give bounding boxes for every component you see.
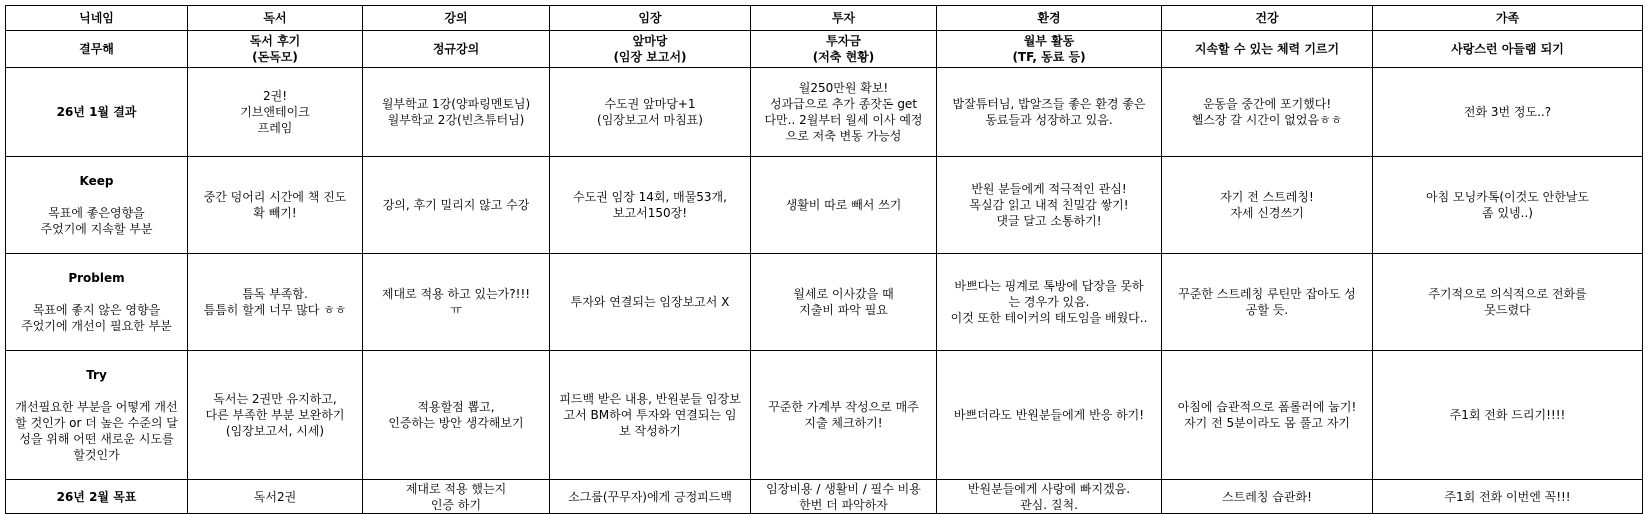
col-header-site-visit[interactable]: 임장 — [550, 6, 751, 31]
goal-health[interactable]: 지속할 수 있는 체력 기르기 — [1162, 31, 1373, 68]
problem-reading[interactable]: 틈독 부족함. 틈틈히 할게 너무 많다 ㅎㅎ — [188, 254, 363, 351]
keep-lecture[interactable]: 강의, 후기 밀리지 않고 수강 — [363, 157, 550, 254]
problem-site-visit[interactable]: 투자와 연결되는 임장보고서 X — [550, 254, 751, 351]
result-environment[interactable]: 밥잘튜터님, 밥알즈들 좋은 환경 좋은 동료들과 성장하고 있음. — [937, 68, 1162, 157]
next-goal-row — [6, 480, 1643, 514]
problem-row — [6, 254, 1643, 351]
goals-row — [6, 31, 1643, 68]
result-reading[interactable]: 2권! 기브앤테이크 프레임 — [188, 68, 363, 157]
try-site-visit[interactable]: 피드백 받은 내용, 반원분들 임장보 고서 BM하여 투자와 연결되는 임 보 작성하기 — [550, 351, 751, 480]
try-health[interactable]: 아침에 습관적으로 폼롤러에 눕기! 자기 전 5분이라도 몸 풀고 자기 — [1162, 351, 1373, 480]
goal-site-visit[interactable]: 앞마당 (임장 보고서) — [550, 31, 751, 68]
problem-desc: 목표에 좋지 않은 영향을 주었기에 개선이 필요한 부분 — [21, 303, 172, 333]
goal-investment[interactable]: 투자금 (저축 현황) — [751, 31, 937, 68]
keep-site-visit[interactable]: 수도권 임장 14회, 매물53개, 보고서150장! — [550, 157, 751, 254]
try-row — [6, 351, 1643, 480]
result-lecture[interactable]: 월부학교 1강(양파링멘토님) 월부학교 2강(빈츠튜터님) — [363, 68, 550, 157]
result-investment[interactable]: 월250만원 확보! 성과급으로 추가 종잣돈 get 다만.. 2월부터 월세 이사 예정 으로 저축 변동 가능성 — [751, 68, 937, 157]
retrospective-table — [5, 5, 1643, 514]
keep-label-cell[interactable] — [6, 157, 188, 254]
try-desc: 개선필요한 부분을 어떻게 개선 할 것인가 or 더 높은 수준의 달 성을 위해 어떤 새로운 시도를 할것인가 — [15, 400, 178, 462]
problem-investment[interactable]: 월세로 이사갔을 때 지출비 파악 필요 — [751, 254, 937, 351]
try-family[interactable]: 주1회 전화 드리기!!!! — [1373, 351, 1643, 480]
result-health[interactable]: 운동을 중간에 포기했다! 헬스장 갈 시간이 없었음ㅎㅎ — [1162, 68, 1373, 157]
keep-family[interactable]: 아침 모닝카톡(이것도 안한날도 좀 있넹..) — [1373, 157, 1643, 254]
header-row — [6, 6, 1643, 31]
col-header-reading[interactable]: 독서 — [188, 6, 363, 31]
next-investment[interactable]: 임장비용 / 생활비 / 필수 비용 한번 더 파악하자 — [751, 480, 937, 514]
goal-family[interactable]: 사랑스런 아들램 되기 — [1373, 31, 1643, 68]
col-header-health[interactable]: 건강 — [1162, 6, 1373, 31]
try-title: Try — [86, 368, 107, 382]
keep-health[interactable]: 자기 전 스트레칭! 자세 신경쓰기 — [1162, 157, 1373, 254]
next-environment[interactable]: 반원분들에게 사랑에 빠지겠음. 관심. 질척. — [937, 480, 1162, 514]
try-environment[interactable]: 바쁘더라도 반원분들에게 반응 하기! — [937, 351, 1162, 480]
problem-family[interactable]: 주기적으로 의식적으로 전화를 못드렸다 — [1373, 254, 1643, 351]
next-goal-label[interactable]: 26년 2월 목표 — [6, 480, 188, 514]
keep-desc: 목표에 좋은영향을 주었기에 지속할 부분 — [40, 206, 153, 236]
keep-environment[interactable]: 반원 분들에게 적극적인 관심! 목실감 읽고 내적 친밀감 쌓기! 댓글 달고 소통하기! — [937, 157, 1162, 254]
col-header-family[interactable]: 가족 — [1373, 6, 1643, 31]
problem-environment[interactable]: 바쁘다는 핑계로 톡방에 답장을 못하 는 경우가 있음. 이것 또한 테이커의 태도임을 배웠다.. — [937, 254, 1162, 351]
keep-row — [6, 157, 1643, 254]
next-reading[interactable]: 독서2권 — [188, 480, 363, 514]
col-header-investment[interactable]: 투자 — [751, 6, 937, 31]
try-label-cell[interactable] — [6, 351, 188, 480]
next-site-visit[interactable]: 소그룹(꾸무자)에게 긍정피드백 — [550, 480, 751, 514]
problem-title: Problem — [68, 271, 125, 285]
next-lecture[interactable]: 제대로 적용 했는지 인증 하기 — [363, 480, 550, 514]
result-site-visit[interactable]: 수도권 앞마당+1 (임장보고서 마침표) — [550, 68, 751, 157]
goal-environment[interactable]: 월부 활동 (TF, 동료 등) — [937, 31, 1162, 68]
col-header-lecture[interactable]: 강의 — [363, 6, 550, 31]
try-reading[interactable]: 독서는 2권만 유지하고, 다른 부족한 부분 보완하기 (임장보고서, 시세) — [188, 351, 363, 480]
keep-title: Keep — [79, 174, 114, 188]
keep-investment[interactable]: 생활비 따로 빼서 쓰기 — [751, 157, 937, 254]
col-header-environment[interactable]: 환경 — [937, 6, 1162, 31]
nickname-cell[interactable]: 결무해 — [6, 31, 188, 68]
problem-label-cell[interactable] — [6, 254, 188, 351]
problem-health[interactable]: 꾸준한 스트레칭 루틴만 잡아도 성 공할 듯. — [1162, 254, 1373, 351]
result-row — [6, 68, 1643, 157]
problem-lecture[interactable]: 제대로 적용 하고 있는가?!!! ㅠ — [363, 254, 550, 351]
col-header-nickname[interactable]: 닉네임 — [6, 6, 188, 31]
try-lecture[interactable]: 적용할점 뽑고, 인증하는 방안 생각해보기 — [363, 351, 550, 480]
next-family[interactable]: 주1회 전화 이번엔 꼭!!! — [1373, 480, 1643, 514]
result-label[interactable]: 26년 1월 결과 — [6, 68, 188, 157]
try-investment[interactable]: 꾸준한 가계부 작성으로 매주 지출 체크하기! — [751, 351, 937, 480]
goal-lecture[interactable]: 정규강의 — [363, 31, 550, 68]
result-family[interactable]: 전화 3번 정도..? — [1373, 68, 1643, 157]
keep-reading[interactable]: 중간 덩어리 시간에 책 진도 확 빼기! — [188, 157, 363, 254]
goal-reading[interactable]: 독서 후기 (돈독모) — [188, 31, 363, 68]
next-health[interactable]: 스트레칭 습관화! — [1162, 480, 1373, 514]
